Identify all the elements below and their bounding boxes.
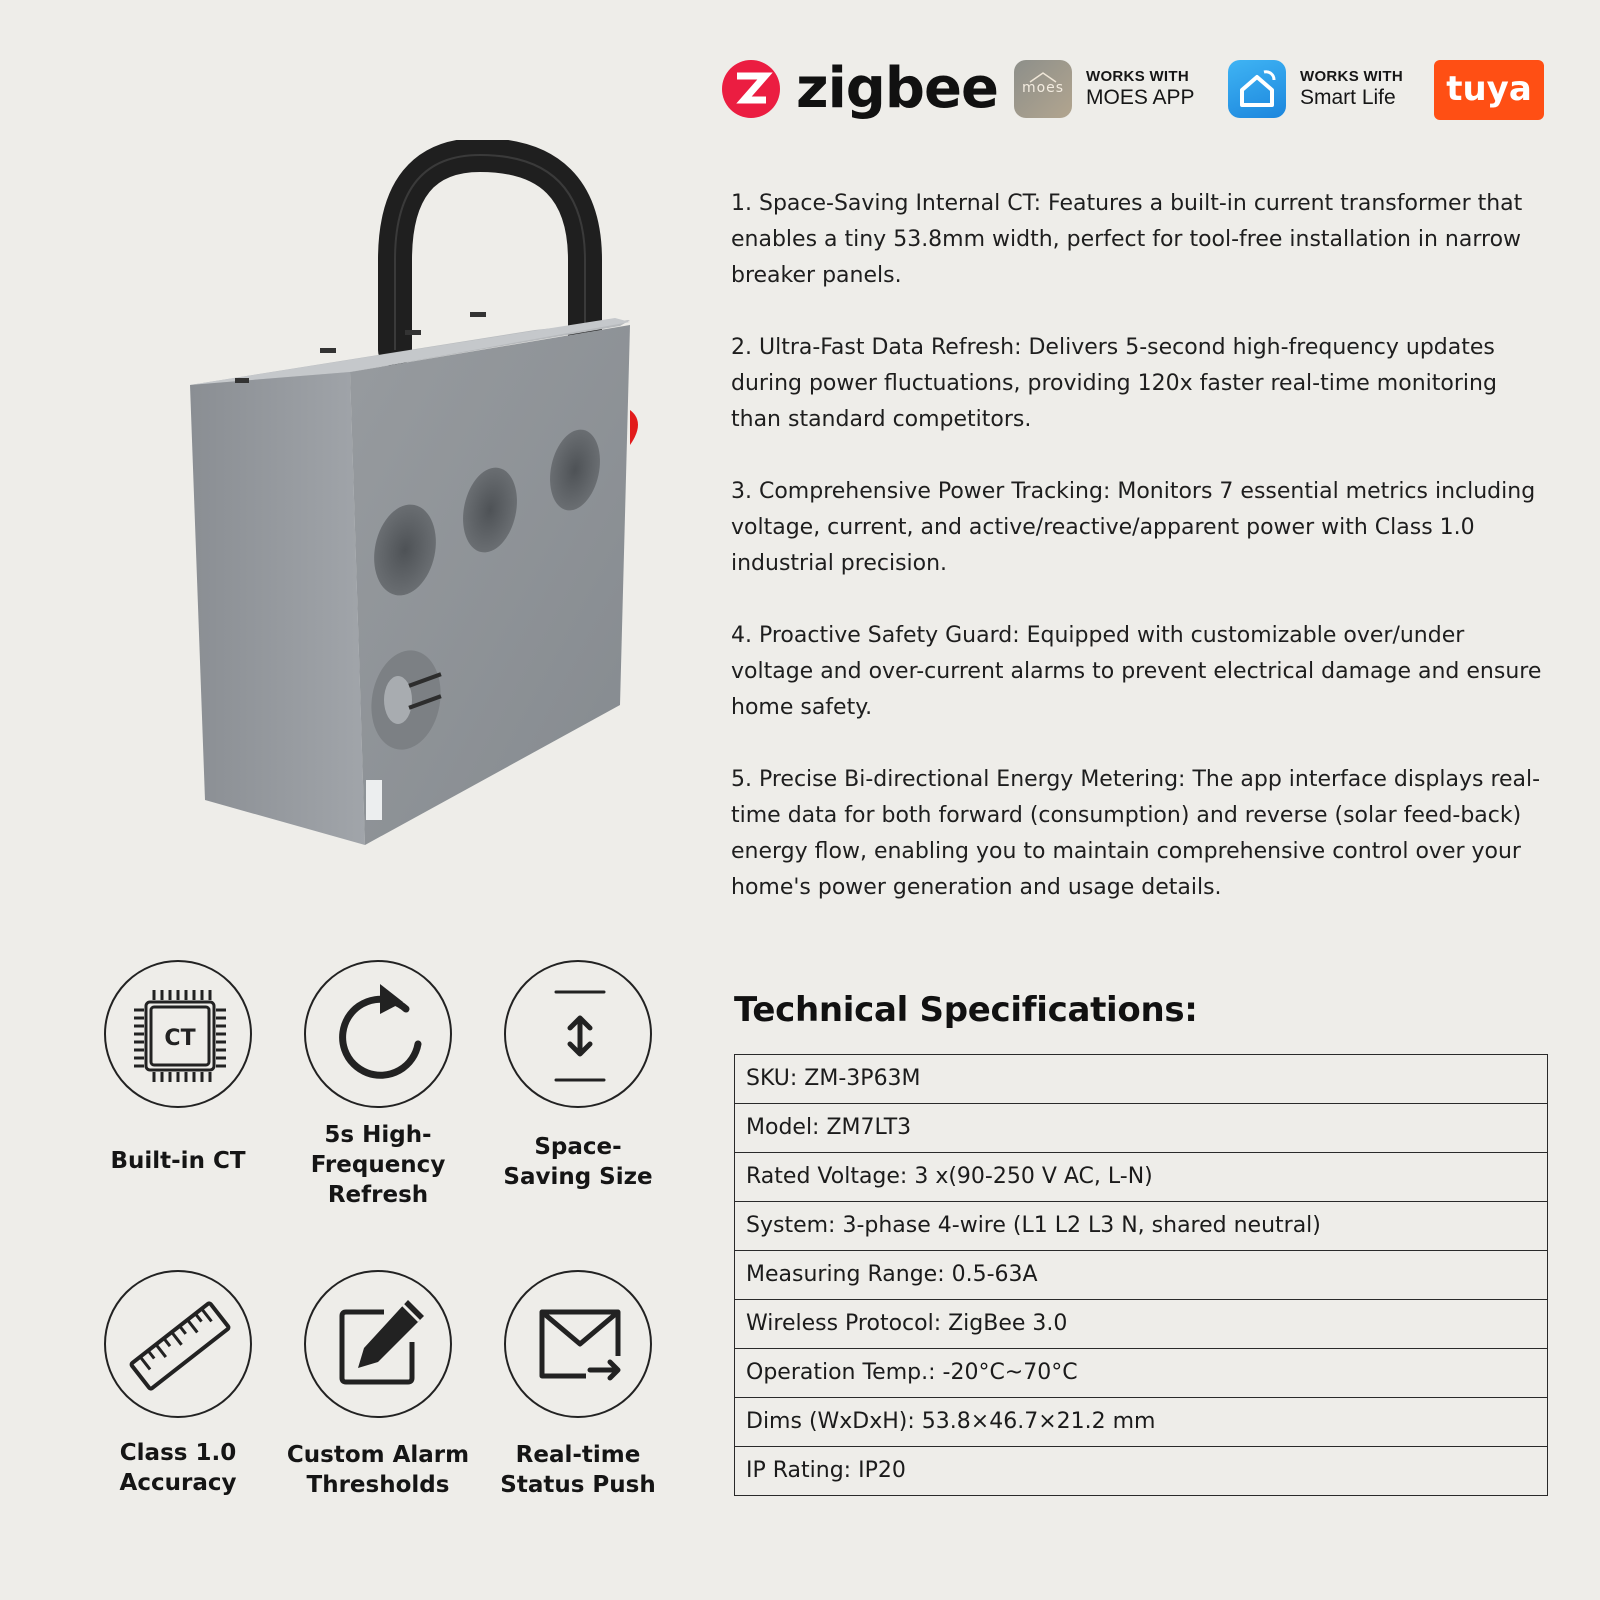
spec-row-dimensions: Dims (WxDxH): 53.8×46.7×21.2 mm — [735, 1398, 1547, 1447]
feature-icon-space-saving — [478, 960, 678, 1190]
zigbee-wordmark: zigbee — [796, 56, 998, 121]
feature-icon-accuracy — [78, 1270, 278, 1496]
logo-bar — [722, 56, 1550, 124]
spec-row-rated-voltage: Rated Voltage: 3 x(90-250 V AC, L-N) — [735, 1153, 1547, 1202]
refresh-label: 5s High- Frequency Refresh — [310, 1122, 446, 1208]
feature-safety-guard: 4. Proactive Safety Guard: Equipped with customizable over/under voltage and over-current alarms to prevent electrical damage and ensure home safety. — [731, 623, 1542, 720]
spec-row-sku: SKU: ZM-3P63M — [735, 1055, 1547, 1104]
vertical-arrows-icon — [504, 960, 652, 1108]
ruler-icon — [104, 1270, 252, 1418]
feature-icon-refresh — [278, 960, 478, 1208]
spec-row-system: System: 3-phase 4-wire (L1 L2 L3 N, shared neutral) — [735, 1202, 1547, 1251]
mail-send-icon — [504, 1270, 652, 1418]
spec-title: Technical Specifications: — [734, 990, 1198, 1030]
status-push-label: Real-time Status Push — [500, 1442, 656, 1498]
feature-bidirectional-metering: 5. Precise Bi-directional Energy Metering: The app interface displays real-time data for both forward (consumption) and reverse (solar feed-back) energy flow, enabling you to maintain comprehensive control over your home's power generation and usage details. — [731, 767, 1541, 900]
smart-life-works-with-label: WORKS WITH — [1300, 68, 1403, 86]
feature-icon-status-push — [478, 1270, 678, 1498]
built-in-ct-label: Built-in CT — [110, 1148, 246, 1174]
spec-row-wireless-protocol: Wireless Protocol: ZigBee 3.0 — [735, 1300, 1547, 1349]
feature-icon-alarm-thresholds — [278, 1270, 478, 1498]
alarm-thresholds-label: Custom Alarm Thresholds — [286, 1442, 470, 1498]
spec-row-measuring-range: Measuring Range: 0.5-63A — [735, 1251, 1547, 1300]
moes-icon-text: moes — [1021, 80, 1065, 96]
zigbee-mark-icon — [722, 60, 780, 118]
spec-table — [734, 1054, 1548, 1496]
space-saving-label: Space- Saving Size — [503, 1134, 653, 1190]
refresh-icon — [304, 960, 452, 1108]
spec-row-model: Model: ZM7LT3 — [735, 1104, 1547, 1153]
smart-life-home-icon — [1228, 60, 1286, 118]
moes-app-label: MOES APP — [1086, 85, 1195, 109]
works-with-smart-life-badge — [1228, 60, 1403, 118]
smart-life-label: Smart Life — [1300, 85, 1396, 109]
ct-chip-text: CT — [164, 1026, 196, 1051]
feature-power-tracking: 3. Comprehensive Power Tracking: Monitors 7 essential metrics including voltage, current, and active/reactive/apparent power with Class 1.0 industrial precision. — [731, 479, 1536, 576]
spec-row-operation-temp: Operation Temp.: -20°C~70°C — [735, 1349, 1547, 1398]
moes-app-icon — [1014, 60, 1072, 118]
zigbee-logo — [722, 56, 998, 121]
works-with-moes-badge — [1014, 60, 1195, 118]
edit-pencil-icon — [304, 1270, 452, 1418]
feature-icon-built-in-ct — [78, 960, 278, 1174]
spec-row-ip-rating: IP Rating: IP20 — [746, 1458, 906, 1483]
feature-fast-refresh: 2. Ultra-Fast Data Refresh: Delivers 5-second high-frequency updates during power fluctuations, providing 120x faster real-time monitoring than standard competitors. — [731, 335, 1497, 432]
ct-chip-icon — [104, 960, 252, 1108]
tuya-logo: tuya — [1434, 60, 1544, 120]
feature-list — [731, 186, 1551, 942]
feature-space-saving: 1. Space-Saving Internal CT: Features a built-in current transformer that enables a tiny 53.8mm width, perfect for tool-free installation in narrow breaker panels. — [731, 191, 1523, 288]
moes-works-with-label: WORKS WITH — [1086, 68, 1189, 86]
accuracy-label: Class 1.0 Accuracy — [119, 1440, 237, 1496]
energy-meter-product-image — [180, 140, 660, 860]
